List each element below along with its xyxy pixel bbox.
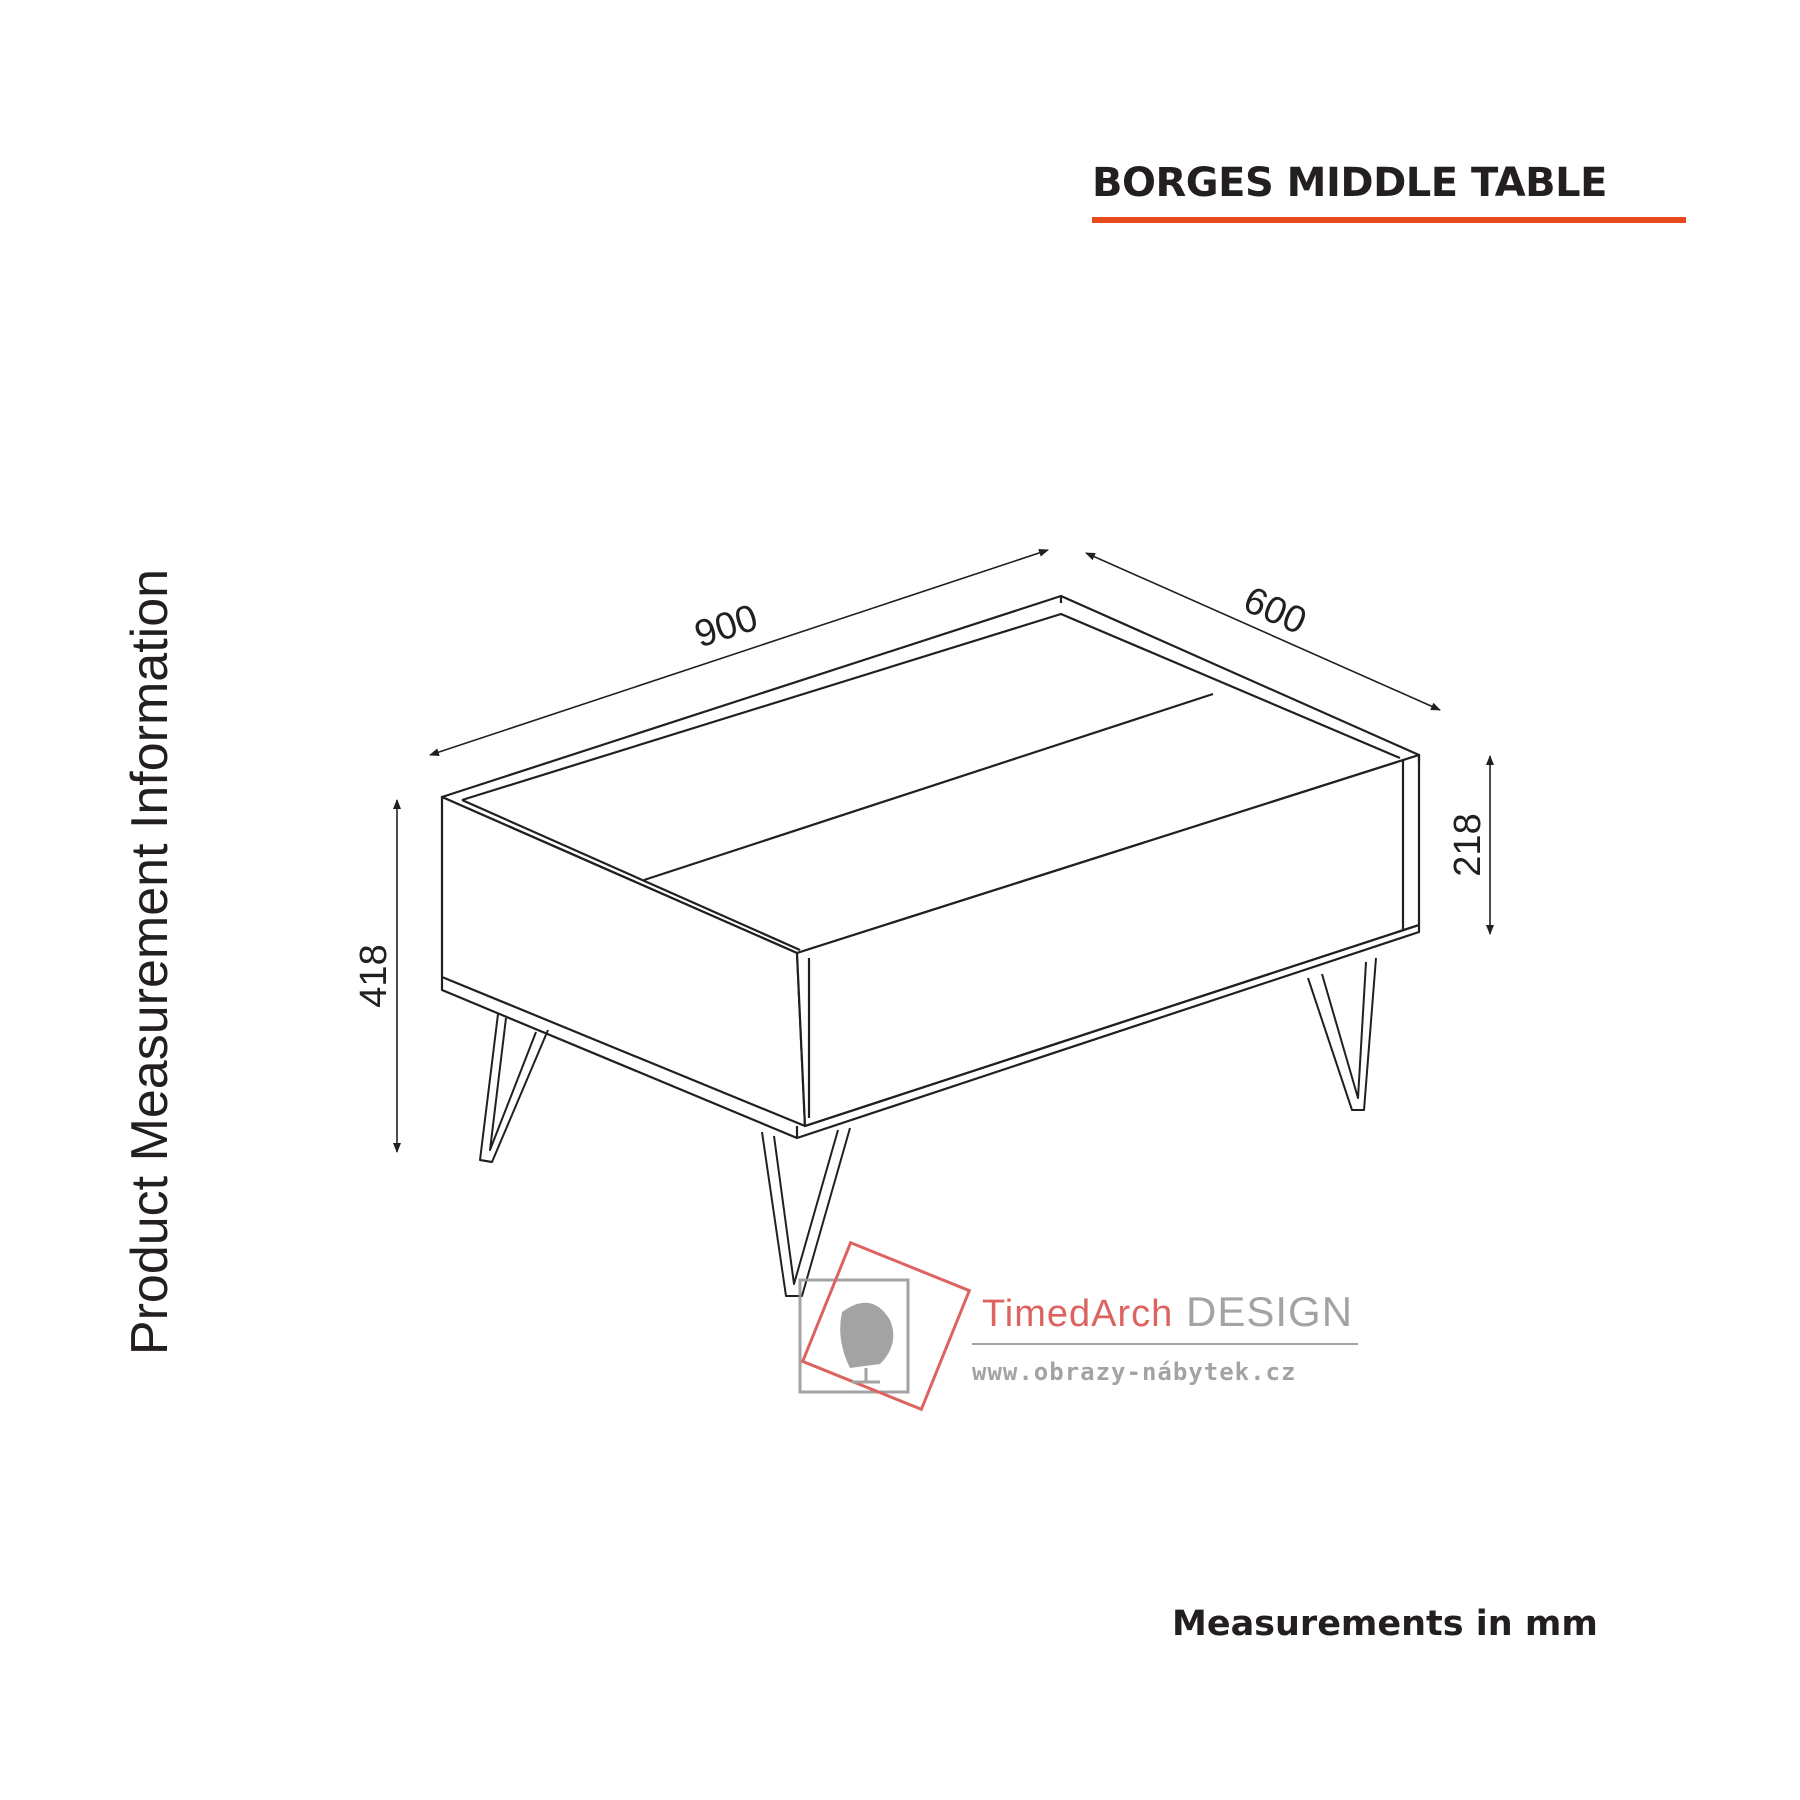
page-title: BORGES MIDDLE TABLE	[1092, 160, 1607, 206]
watermark	[800, 1243, 1358, 1410]
height-label: 418	[353, 944, 395, 1008]
side-label: Product Measurement Information	[121, 568, 179, 1356]
leg-center	[762, 1128, 850, 1296]
width-label: 900	[689, 596, 763, 657]
drawer-height-label: 218	[1447, 813, 1489, 877]
watermark-brand-part2: DESIGN	[1186, 1288, 1354, 1335]
table-body	[442, 596, 1419, 1138]
leg-right	[1308, 958, 1376, 1110]
measurement-note: Measurements in mm	[1172, 1604, 1598, 1644]
watermark-brand-part1: TimedArch	[982, 1293, 1174, 1335]
watermark-logo	[800, 1243, 969, 1410]
leg-left	[480, 1014, 548, 1162]
watermark-url: www.obrazy-nábytek.cz	[972, 1358, 1297, 1386]
depth-label: 600	[1237, 578, 1313, 644]
